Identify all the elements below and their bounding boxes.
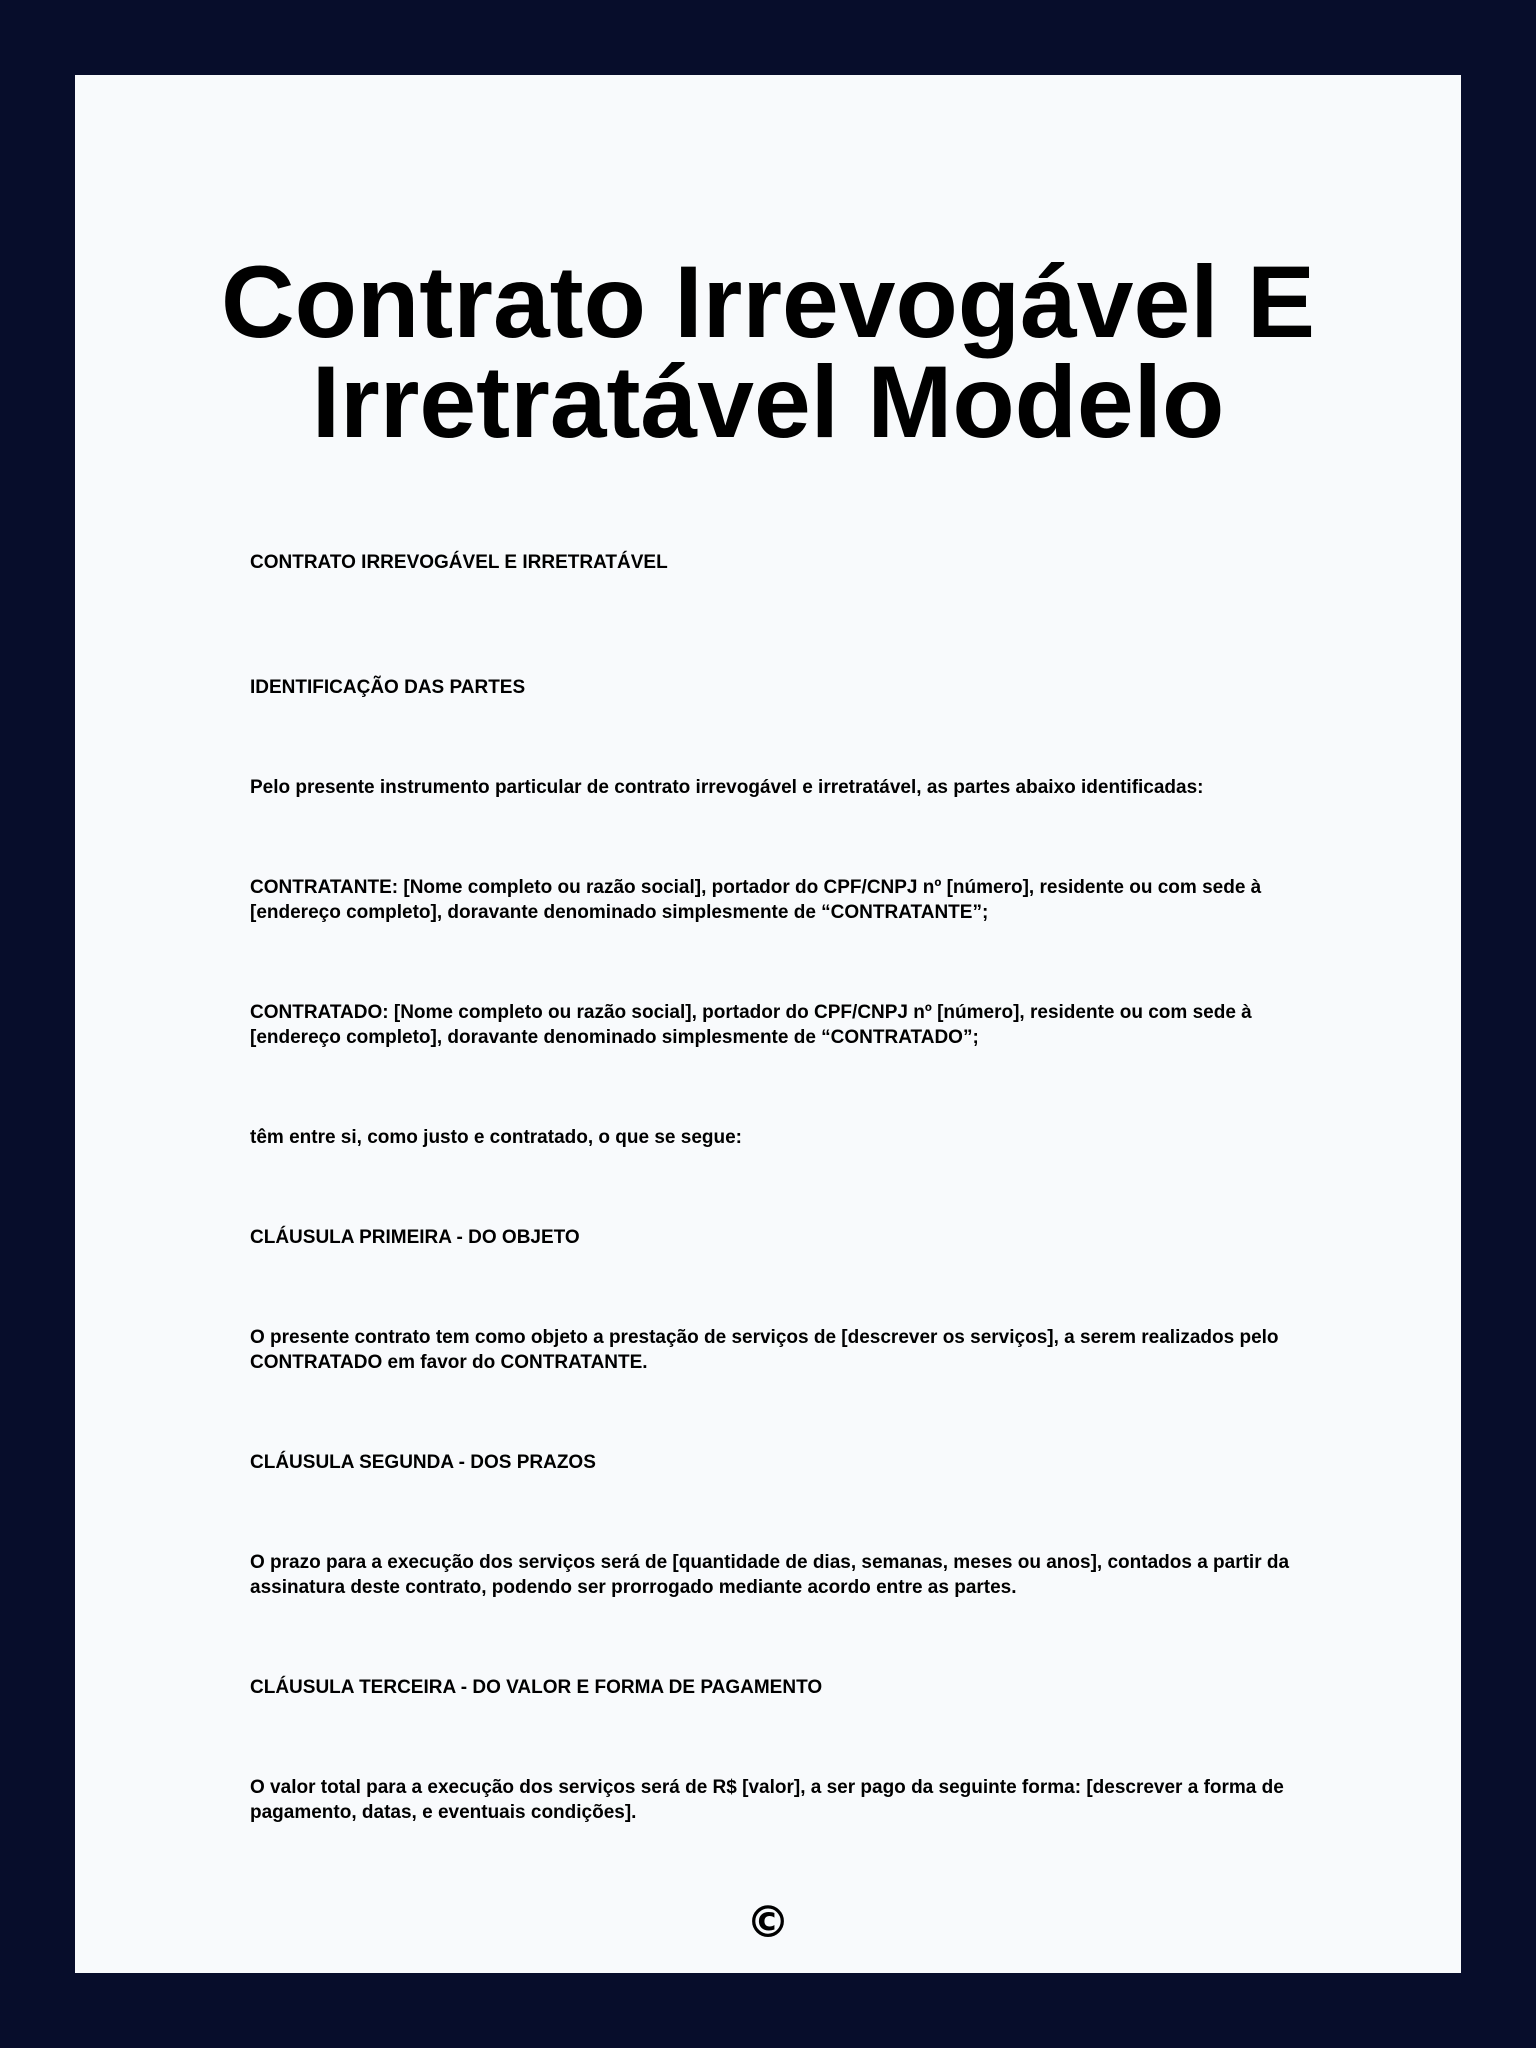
clause-1-heading: CLÁUSULA PRIMEIRA - DO OBJETO	[250, 1227, 580, 1248]
title-line-1: Contrato Irrevogável E	[221, 245, 1315, 359]
clause-2-text: O prazo para a execução dos serviços será de [quantidade de dias, semanas, meses ou anos], contados a partir da assinatura deste contrato, podendo ser prorrogado mediante acordo entre as partes.	[250, 1552, 1290, 1598]
clause-1-text: O presente contrato tem como objeto a prestação de serviços de [descrever os serviços], a serem realizados pelo CONTRATADO em favor do CONTRATANTE.	[250, 1327, 1279, 1373]
document-title	[75, 245, 1461, 459]
clause-2-heading: CLÁUSULA SEGUNDA - DOS PRAZOS	[250, 1452, 596, 1473]
clause-3-text: O valor total para a execução dos serviços será de R$ [valor], a ser pago da seguinte forma: [descrever a forma de pagamento, datas, e eventuais condições].	[250, 1777, 1284, 1823]
contract-heading: CONTRATO IRREVOGÁVEL E IRRETRATÁVEL	[250, 552, 668, 573]
document-page	[75, 75, 1461, 1973]
agreement-paragraph: têm entre si, como justo e contratado, o que se segue:	[250, 1127, 742, 1148]
section-heading-parties: IDENTIFICAÇÃO DAS PARTES	[250, 677, 526, 698]
intro-paragraph: Pelo presente instrumento particular de contrato irrevogável e irretratável, as partes abaixo identificadas:	[250, 777, 1204, 798]
contratante-paragraph: CONTRATANTE: [Nome completo ou razão social], portador do CPF/CNPJ nº [número], residente ou com sede à [endereço completo], doravante denominado simplesmente de “CONTRATANTE”;	[250, 877, 1262, 923]
copyright-icon: ©	[746, 1897, 790, 1948]
title-line-2: Irretratável Modelo	[311, 345, 1225, 459]
clause-3-heading: CLÁUSULA TERCEIRA - DO VALOR E FORMA DE PAGAMENTO	[250, 1677, 823, 1698]
contratado-paragraph: CONTRATADO: [Nome completo ou razão social], portador do CPF/CNPJ nº [número], residente ou com sede à [endereço completo], doravante denominado simplesmente de “CONTRATADO”;	[250, 1002, 1252, 1048]
